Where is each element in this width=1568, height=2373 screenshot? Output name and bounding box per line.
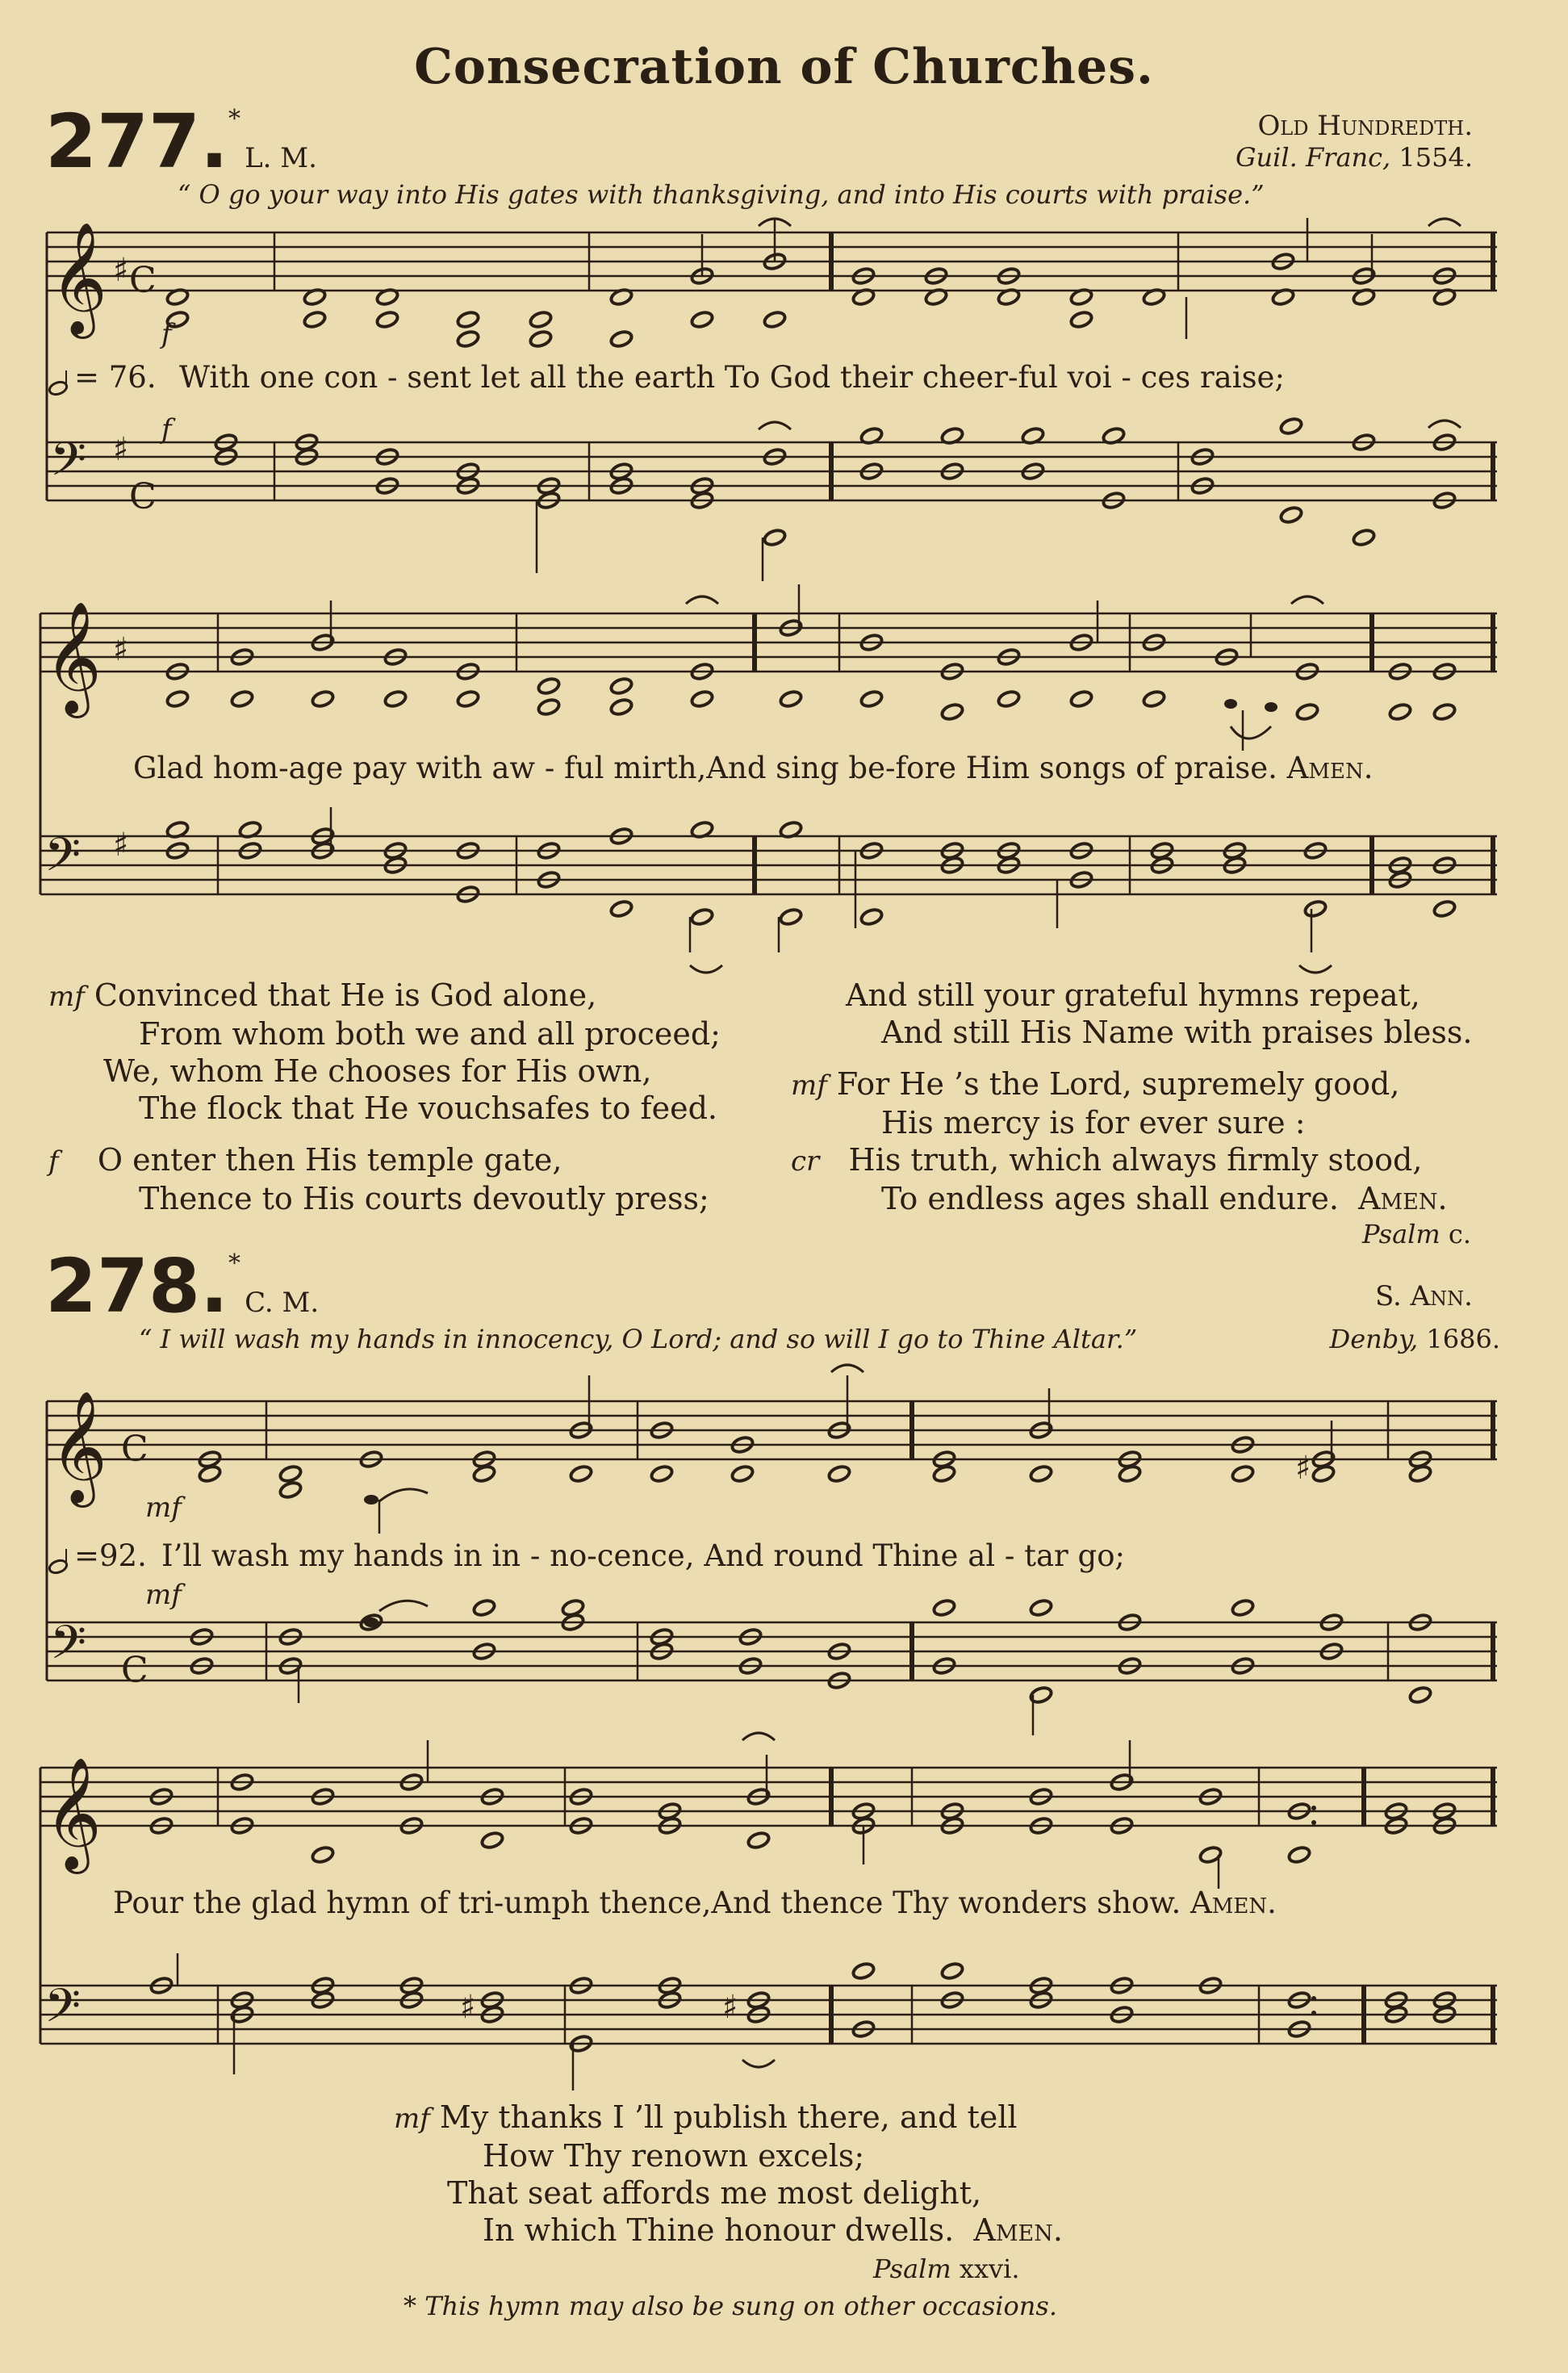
lyric-line: With one con - sent let all the earth To God their cheer-ful voi - ces raise; <box>179 360 1285 395</box>
lyric-line: Pour the glad hymn of tri-umph thence,And thence Thy wonders show. Amen. <box>113 1885 1277 1920</box>
hymn-meter: C. M. <box>245 1287 320 1319</box>
composer: Guil. Franc, <box>1235 142 1391 173</box>
verse-line: Thence to His courts devoutly press; <box>139 1181 709 1216</box>
verse-line: The flock that He vouchsafes to feed. <box>139 1090 717 1126</box>
dynamic-marking: mf <box>145 1579 182 1611</box>
hymn-meter: L. M. <box>245 142 317 174</box>
verse-line: mf Convinced that He is God alone, <box>48 977 597 1013</box>
amen-label: Amen. <box>973 2212 1063 2248</box>
svg-text:♯: ♯ <box>722 1989 738 2026</box>
verse-line: In which Thine honour dwells. Amen. <box>483 2212 1063 2248</box>
svg-text:𝄢: 𝄢 <box>50 1615 87 1681</box>
hymn-number: 277. <box>45 98 228 185</box>
composer: Denby, <box>1329 1324 1419 1354</box>
scripture-text: “ O go your way into His gates with thanksgiving, and into His courts with praise.” <box>178 179 1265 210</box>
asterisk: * <box>228 105 240 133</box>
svg-text:𝄢: 𝄢 <box>44 1978 82 2044</box>
svg-text:C: C <box>129 476 157 517</box>
psalm-reference: Psalm xxvi. <box>873 2254 1020 2284</box>
svg-text:♯: ♯ <box>113 252 129 289</box>
svg-text:𝄞: 𝄞 <box>44 1757 102 1869</box>
svg-text:C: C <box>121 1650 148 1691</box>
svg-text:𝄞: 𝄞 <box>44 601 102 714</box>
verse-line: mf For He ’s the Lord, supremely good, <box>791 1066 1400 1102</box>
composer-year: 1554. <box>1399 142 1473 173</box>
verse-line: And still His Name with praises bless. <box>881 1015 1473 1050</box>
svg-text:♯: ♯ <box>1295 1450 1311 1487</box>
verse-line: We, whom He chooses for His own, <box>103 1053 652 1089</box>
verse-line: To endless ages shall endure. Amen. <box>881 1181 1448 1216</box>
dynamic-marking: f <box>161 318 172 350</box>
amen-label: Amen. <box>1358 1181 1448 1216</box>
composer-year: 1686. <box>1426 1324 1500 1354</box>
amen-label: Amen. <box>1286 751 1374 785</box>
svg-text:♯: ♯ <box>113 827 129 864</box>
common-time-icon: C <box>129 260 157 301</box>
svg-text:♯: ♯ <box>113 431 129 468</box>
verse-line: His mercy is for ever sure : <box>881 1105 1306 1140</box>
verse-line: And still your grateful hymns repeat, <box>846 977 1420 1013</box>
treble-clef-icon: 𝄞 <box>50 222 107 334</box>
lyric-line: I’ll wash my hands in in - no-cence, And round Thine al - tar go; <box>161 1538 1125 1573</box>
tempo-mark: =92. <box>47 1538 147 1576</box>
tune-name: Old Hundredth. <box>1257 110 1473 142</box>
svg-text:𝄢: 𝄢 <box>44 827 82 894</box>
svg-text:♯: ♯ <box>460 1989 476 2026</box>
scripture-text: “ I will wash my hands in innocency, O Lord; and so will I go to Thine Altar.” <box>139 1324 1138 1354</box>
tempo-mark: = 76. <box>47 360 157 398</box>
verse-line: How Thy renown excels; <box>483 2138 865 2174</box>
page-title: Consecration of Churches. <box>414 39 1154 95</box>
svg-text:𝄞: 𝄞 <box>50 1391 107 1503</box>
svg-text:♯: ♯ <box>113 631 129 668</box>
verse-line: f O enter then His temple gate, <box>48 1142 562 1178</box>
svg-text:C: C <box>121 1429 148 1470</box>
psalm-reference: Psalm c. <box>1361 1219 1471 1249</box>
hymn-number: 278. <box>45 1243 228 1329</box>
bass-clef-icon: 𝄢 <box>50 432 87 498</box>
tune-name: S. Ann. <box>1374 1280 1473 1312</box>
dynamic-marking: mf <box>145 1492 182 1524</box>
verse-line: cr His truth, which always firmly stood, <box>791 1142 1423 1178</box>
verse-line: mf My thanks I ’ll publish there, and tell <box>394 2099 1018 2135</box>
lyric-line: Glad hom-age pay with aw - ful mirth,And sing be-fore Him songs of praise. Amen. <box>133 751 1374 785</box>
asterisk: * <box>228 1249 240 1278</box>
amen-label: Amen. <box>1190 1885 1277 1920</box>
dynamic-marking: f <box>161 413 172 446</box>
footnote: * This hymn may also be sung on other occasions. <box>403 2291 1057 2321</box>
hymn-278-verses <box>394 2099 1063 2249</box>
verse-line: From whom both we and all proceed; <box>139 1016 721 1052</box>
verse-line: That seat affords me most delight, <box>447 2175 982 2211</box>
